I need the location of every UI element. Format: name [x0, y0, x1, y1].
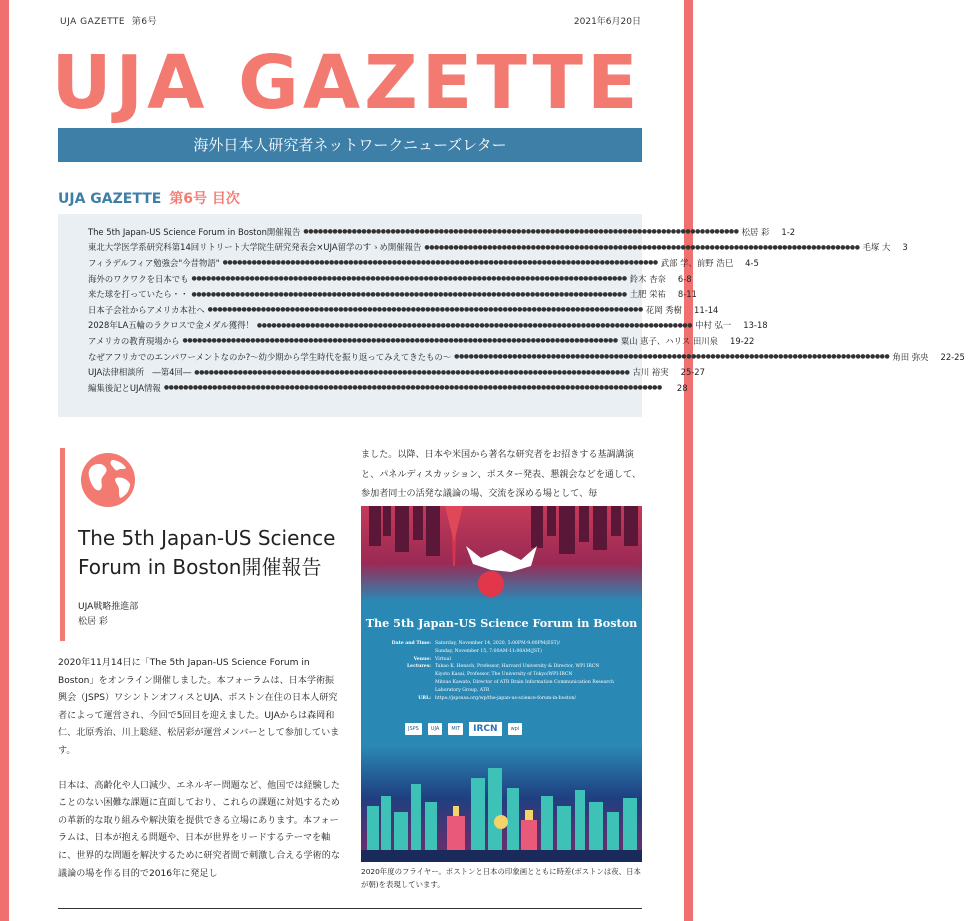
partner-logo: MIT	[448, 723, 463, 735]
toc-item-pages: 1-2	[781, 226, 796, 237]
ircn-logo: IRCN	[469, 722, 501, 736]
toc-item-title: アメリカの教育現場から	[88, 335, 180, 346]
toc-item-title: フィラデルフィア勉強会"今昔物語"	[88, 257, 220, 268]
toc-item-title: 来た球を打っていたら・・	[88, 289, 189, 300]
toc-item[interactable]	[88, 286, 697, 302]
header-publication-name: UJA GAZETTE	[60, 17, 126, 27]
toc-item[interactable]	[88, 349, 965, 365]
flyer-url-value: https://jspsusa.org/wp/the-japan-us-science-forum-in-boston/	[435, 695, 576, 701]
flyer-logos	[405, 722, 522, 736]
flyer-date-value: Saturday, November 14, 2020, 5:00PM-9:00PM(EST)/	[435, 641, 561, 646]
toc-item-title: 海外のワクワクを日本でも	[88, 273, 189, 284]
subtitle-band: 海外日本人研究者ネットワークニューズレター	[58, 128, 642, 162]
toc-item-author: 角田 弥央	[892, 351, 929, 362]
article-author: 松居 彩	[78, 617, 108, 627]
toc-item-pages: 8-11	[677, 289, 697, 300]
toc-leader: ●●●●●●●●●●●●●●●●●●●●●●●●●●●●●●●●●●●●●●●●●●●●●●●●●●●●●●●●●●●●●●●●●●●●●●●●●●●●●●●●●●●●●●●●●●	[191, 275, 627, 283]
toc-leader: ●●●●●●●●●●●●●●●●●●●●●●●●●●●●●●●●●●●●●●●●●●●●●●●●●●●●●●●●●●●●●●●●●●●●●●●●●●●●●●●●●●●●●●●●●●●●●●●●●●●●●●●	[163, 384, 662, 392]
toc-leader: ●●●●●●●●●●●●●●●●●●●●●●●●●●●●●●●●●●●●●●●●●●●●●●●●●●●●●●●●●●●●●●●●●●●●●●●●●●●●●●●●●●●●●●●●●●	[454, 353, 890, 361]
toc-leader: ●●●●●●●●●●●●●●●●●●●●●●●●●●●●●●●●●●●●●●●●●●●●●●●●●●●●●●●●●●●●●●●●●●●●●●●●●●●●●●●●●●●●●●●●●●	[182, 337, 618, 345]
toc-item-author: 鈴木 杏奈	[629, 273, 666, 284]
toc-item-pages: 4-5	[745, 257, 759, 268]
flyer-details	[379, 640, 629, 702]
flyer-date-value2: Sunday, November 15, 7:00AM-11:00AM(JST)	[435, 648, 542, 654]
flyer-lecture: Laboratory Group, ATR	[435, 687, 490, 693]
toc-item-title: 2028年LA五輪のラクロスで金メダル獲得！	[88, 320, 254, 331]
flyer-sun	[478, 571, 504, 597]
flyer-url-label: URL:	[418, 695, 431, 701]
toc-item-title: 東北大学医学系研究科第14回リトリート大学院生研究発表会×UJA留学のすゝめ開催報告	[88, 242, 422, 253]
article-accent-bar	[60, 448, 65, 641]
flyer-caption: 2020年度のフライヤー。ボストンと日本の印象画とともに時差(ボストンは夜、日本が朝)を表現しています。	[361, 867, 641, 889]
header-issue: 第6号	[131, 17, 158, 27]
toc-leader: ●●●●●●●●●●●●●●●●●●●●●●●●●●●●●●●●●●●●●●●●●●●●●●●●●●●●●●●●●●●●●●●●●●●●●●●●●●●●●●●●●●●●●●●●●●	[303, 228, 739, 236]
toc-item-author: 粟山 恵子、ハリス 田川泉	[620, 335, 719, 346]
globe-icon	[80, 452, 136, 508]
flyer-lecture: Kiyoto Kasai, Professor, The University of Tokyo/WPI-IRCN	[435, 672, 573, 678]
toc-item-pages: 25-27	[680, 367, 705, 378]
right-edge-bar	[684, 0, 693, 921]
toc-item-author: 花岡 秀樹	[645, 304, 683, 315]
toc-item-author: 土肥 栄祐	[629, 289, 666, 300]
toc-item[interactable]	[88, 271, 692, 287]
flyer-title: The 5th Japan-US Science Forum in Boston	[365, 616, 638, 630]
article-paragraph: 2020年11月14日に「The 5th Japan-US Science Forum in Boston」をオンライン開催しました。本フォーラムは、日本学術振興会（JSPS）ワシントンオフィスとUJA、ボストン在住の日本人研究者によって運営され、今回で5回目を迎えました。UJAからは森岡和仁、北原秀治、川上聡経、松居彩が運営メンバーとして参加しています。	[58, 658, 340, 756]
bottom-divider	[58, 908, 642, 909]
table-of-contents	[58, 214, 965, 417]
toc-leader: ●●●●●●●●●●●●●●●●●●●●●●●●●●●●●●●●●●●●●●●●●●●●●●●●●●●●●●●●●●●●●●●●●●●●●●●●●●●●●●●●●●●●●●●●●●	[424, 243, 860, 251]
toc-item-pages: 22-25	[940, 351, 965, 362]
article-title-line1: The 5th Japan-US Science	[78, 526, 336, 550]
toc-item[interactable]	[88, 333, 755, 349]
toc-heading	[58, 188, 240, 208]
toc-item-author: 松居 彩	[741, 226, 770, 237]
toc-item-author: 中村 弘一	[695, 320, 732, 331]
toc-item[interactable]	[88, 302, 719, 318]
toc-item-author: 古川 裕実	[632, 367, 669, 378]
toc-heading-name: UJA GAZETTE	[58, 191, 162, 207]
flyer-venue-value: Virtual	[435, 656, 451, 662]
toc-item-title: 日本子会社からアメリカ本社へ	[88, 304, 205, 315]
header-date: 2021年6月20日	[573, 17, 641, 27]
article-body-right: ました。以降、日本や米国から著名な研究者をお招きする基調講演と、パネルディスカッション、ポスター発表、懇親会などを通して、参加者同士の活発な議論の場、交流を深める場として、毎	[361, 450, 641, 499]
toc-item-pages: 28	[676, 382, 688, 393]
flyer-lectures-label: Lectures:	[406, 664, 431, 670]
toc-item-pages: 13-18	[743, 320, 768, 331]
left-edge-bar	[0, 0, 9, 921]
article-title-line2: Forum in Boston開催報告	[78, 555, 322, 579]
header-publication	[60, 14, 157, 27]
toc-item-author: 武部 学、前野 浩巳	[660, 257, 734, 268]
masthead-title: UJA GAZETTE	[51, 40, 642, 126]
toc-item-pages: 19-22	[730, 335, 755, 346]
toc-item[interactable]	[88, 240, 908, 256]
toc-heading-issue: 第6号 目次	[169, 191, 240, 207]
article-body-left	[58, 655, 341, 900]
flyer-lecture: Mitsuo Kawato, Director of ATR Brain Information Communication Research	[435, 679, 614, 685]
toc-item-pages: 11-14	[694, 304, 719, 315]
toc-item-title: なぜアフリカでのエンパワーメントなのか?〜幼少期から学生時代を振り返ってみえてきたもの〜	[88, 351, 452, 362]
toc-leader: ●●●●●●●●●●●●●●●●●●●●●●●●●●●●●●●●●●●●●●●●●●●●●●●●●●●●●●●●●●●●●●●●●●●●●●●●●●●●●●●●●●●●●●●●●●	[191, 290, 627, 298]
uja-logo: UJA	[428, 723, 442, 735]
toc-item-pages: 3	[902, 242, 908, 253]
toc-item[interactable]	[88, 255, 759, 271]
flyer-date-label: Date and Time:	[391, 641, 431, 646]
toc-item[interactable]	[88, 380, 688, 396]
toc-leader: ●●●●●●●●●●●●●●●●●●●●●●●●●●●●●●●●●●●●●●●●●●●●●●●●●●●●●●●●●●●●●●●●●●●●●●●●●●●●●●●●●●●●●●●●●●	[222, 259, 658, 267]
toc-item-title: 編集後記とUJA情報	[88, 382, 161, 393]
toc-leader: ●●●●●●●●●●●●●●●●●●●●●●●●●●●●●●●●●●●●●●●●●●●●●●●●●●●●●●●●●●●●●●●●●●●●●●●●●●●●●●●●●●●●●●●●●●	[194, 368, 630, 376]
article-affiliation: UJA戦略推進部	[78, 602, 139, 612]
toc-item-pages: 6-8	[677, 273, 692, 284]
toc-item[interactable]	[88, 364, 705, 380]
toc-item-author: 毛塚 大	[862, 242, 891, 253]
article-byline	[78, 600, 138, 630]
toc-item[interactable]	[88, 318, 768, 334]
article-title	[78, 524, 348, 582]
toc-leader: ●●●●●●●●●●●●●●●●●●●●●●●●●●●●●●●●●●●●●●●●●●●●●●●●●●●●●●●●●●●●●●●●●●●●●●●●●●●●●●●●●●●●●●●●●●	[207, 306, 643, 314]
toc-item-title: UJA法律相談所 ―第4回―	[88, 367, 192, 378]
flyer-venue-label: Venue:	[413, 656, 431, 662]
page-header	[60, 14, 641, 28]
toc-item-title: The 5th Japan-US Science Forum in Boston開催報告	[88, 226, 301, 237]
jsps-logo: JSPS	[405, 723, 422, 735]
article-paragraph: 日本は、高齢化や人口減少、エネルギー問題など、他国では経験したことのない困難な課題に直面しており、これらの課題に対処するための革新的な取り組みや解決策を提供できる立場にあります。本フォーラムは、日本が抱える問題や、日本が世界をリードするテーマを軸に、世界的な問題を解決するために研究者間で刺激し合える学術的な議論の場を作る目的で2016年に発足し	[58, 780, 340, 879]
toc-item[interactable]	[88, 224, 796, 240]
forum-flyer-image	[361, 506, 642, 862]
toc-leader: ●●●●●●●●●●●●●●●●●●●●●●●●●●●●●●●●●●●●●●●●●●●●●●●●●●●●●●●●●●●●●●●●●●●●●●●●●●●●●●●●●●●●●●●●●●	[256, 321, 693, 329]
flyer-lecture: Takao K. Hensch, Professor, Harvard University & Director, WPI IRCN	[435, 664, 600, 670]
wpi-logo: wpi	[508, 723, 523, 735]
